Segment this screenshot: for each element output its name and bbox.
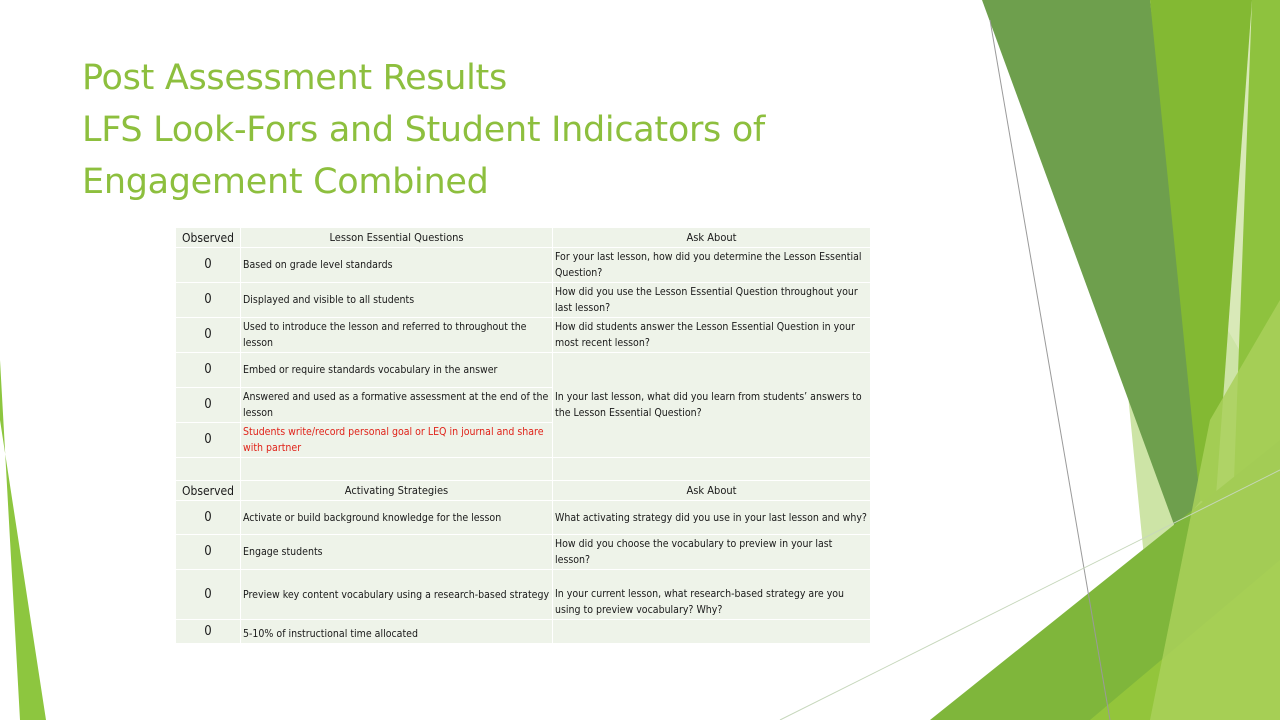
lookfor-cell: Preview key content vocabulary using a research-based strategy — [241, 570, 553, 620]
lookfor-cell: Engage students — [241, 535, 553, 570]
ask-about-cell: What activating strategy did you use in your last lesson and why? — [553, 501, 871, 535]
observed-count: 0 — [176, 570, 241, 620]
table-row — [176, 283, 871, 318]
table-row — [176, 318, 871, 353]
lookfor-cell: Based on grade level standards — [241, 248, 553, 283]
slide-title — [82, 52, 962, 208]
table-header-row — [176, 228, 871, 248]
ask-about-cell: How did students answer the Lesson Essential Question in your most recent lesson? — [553, 318, 871, 353]
title-line-2: LFS Look-Fors and Student Indicators of — [82, 110, 765, 150]
empty-cell — [241, 458, 553, 481]
lookfor-cell: Activate or build background knowledge for the lesson — [241, 501, 553, 535]
table-spacer-row — [176, 458, 871, 481]
lookfor-cell: Students write/record personal goal or LEQ in journal and share with partner — [241, 423, 553, 458]
lookfor-cell: 5-10% of instructional time allocated — [241, 620, 553, 644]
observed-count: 0 — [176, 535, 241, 570]
observed-count: 0 — [176, 353, 241, 388]
lookfors-table — [175, 227, 871, 644]
observed-count: 0 — [176, 501, 241, 535]
lookfor-cell: Displayed and visible to all students — [241, 283, 553, 318]
observed-count: 0 — [176, 248, 241, 283]
ask-about-cell: In your last lesson, what did you learn from students’ answers to the Lesson Essential Question? — [553, 353, 871, 458]
ask-about-column-header: Ask About — [553, 228, 871, 248]
ask-about-cell: How did you choose the vocabulary to preview in your last lesson? — [553, 535, 871, 570]
empty-cell — [553, 458, 871, 481]
lookfor-column-header: Lesson Essential Questions — [241, 228, 553, 248]
ask-about-column-header: Ask About — [553, 481, 871, 501]
title-line-3: Engagement Combined — [82, 162, 489, 202]
ask-about-cell: In your current lesson, what research-based strategy are you using to preview vocabulary? Why? — [553, 570, 871, 620]
table-header-row — [176, 481, 871, 501]
decor-shape — [0, 360, 46, 720]
table-row — [176, 248, 871, 283]
observed-count: 0 — [176, 423, 241, 458]
observed-count: 0 — [176, 388, 241, 423]
observed-count: 0 — [176, 318, 241, 353]
table-row — [176, 570, 871, 620]
lookfor-cell: Embed or require standards vocabulary in the answer — [241, 353, 553, 388]
table-row — [176, 620, 871, 644]
ask-about-cell: How did you use the Lesson Essential Question throughout your last lesson? — [553, 283, 871, 318]
lookfor-cell: Answered and used as a formative assessment at the end of the lesson — [241, 388, 553, 423]
observed-header: Observed — [176, 481, 241, 501]
lookfor-column-header: Activating Strategies — [241, 481, 553, 501]
title-line-1: Post Assessment Results — [82, 58, 507, 98]
table-row — [176, 535, 871, 570]
empty-cell — [553, 620, 871, 644]
observed-header: Observed — [176, 228, 241, 248]
observed-count: 0 — [176, 283, 241, 318]
observed-count: 0 — [176, 620, 241, 644]
table-row — [176, 501, 871, 535]
table-row — [176, 353, 871, 388]
lookfor-cell: Used to introduce the lesson and referred to throughout the lesson — [241, 318, 553, 353]
ask-about-cell: For your last lesson, how did you determine the Lesson Essential Question? — [553, 248, 871, 283]
empty-cell — [176, 458, 241, 481]
